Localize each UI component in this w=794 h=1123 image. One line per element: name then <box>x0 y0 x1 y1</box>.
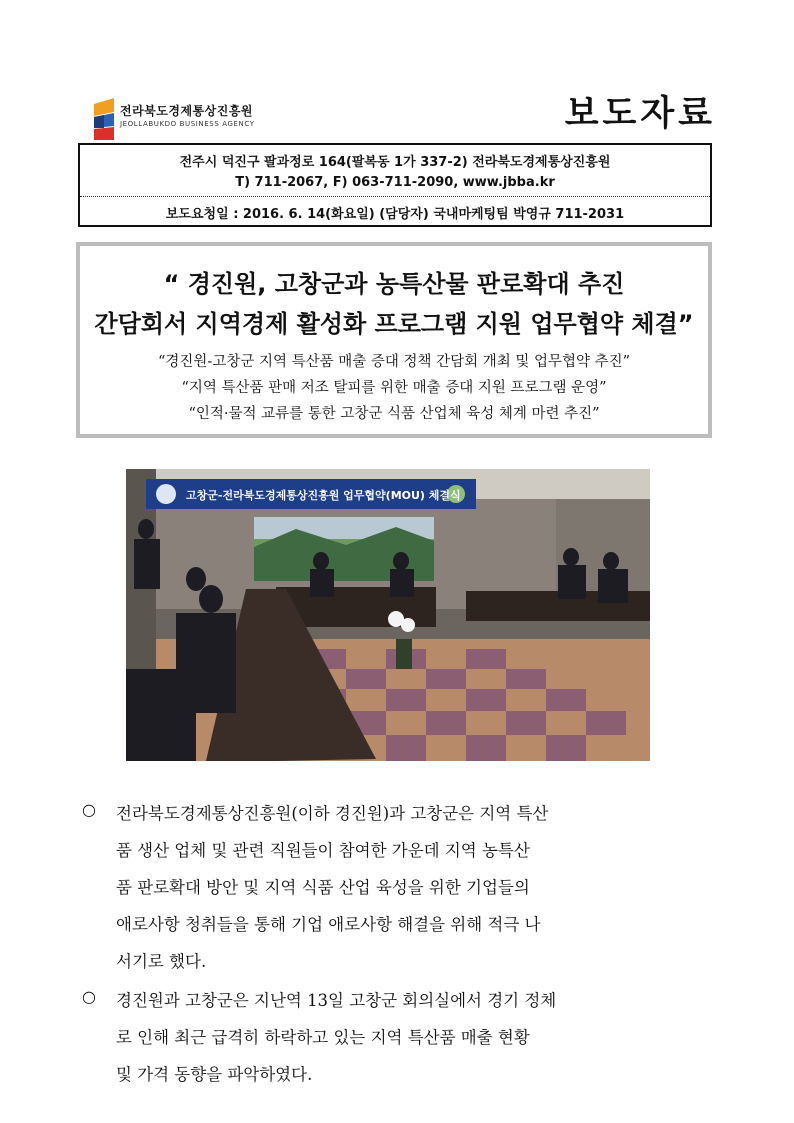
subheadline-2: “지역 특산품 판매 저조 탈피를 위한 매출 증대 지원 프로그램 운영” <box>181 380 607 396</box>
banner-text: 고창군-전라북도경제통상진흥원 업무협약(MOU) 체결식 <box>186 489 461 502</box>
address-line: 전주시 덕진구 팔과정로 164(팔복동 1가 337-2) 전라북도경제통상진흥원 <box>179 155 611 170</box>
org-name: 전라북도경제통상진흥원 <box>120 104 254 118</box>
org-name-en: JEOLLABUKDO BUSINESS AGENCY <box>120 120 255 128</box>
contact-info-box <box>78 143 712 227</box>
bullet-circle-icon: ○ <box>82 800 96 819</box>
paragraph-1-line: 애로사항 청취들을 통해 기업 애로사항 해결을 위해 적극 나 <box>116 915 541 934</box>
paragraph-1-line: 서기로 했다. <box>116 952 207 971</box>
document-type-title: 보도자료 <box>564 94 716 134</box>
agency-logo <box>92 98 292 140</box>
paragraph-1-line: 품 판로확대 방안 및 지역 식품 산업 육성을 위한 기업들의 <box>116 878 530 897</box>
headline-box <box>76 242 712 438</box>
phone-fax-web-line: T) 711-2067, F) 063-711-2090, www.jbba.kr <box>235 175 555 190</box>
paragraph-1-line: 전라북도경제통상진흥원(이하 경진원)과 고창군은 지역 특산 <box>116 804 549 823</box>
paragraph-2-line: 경진원과 고창군은 지난역 13일 고창군 회의실에서 경기 정체 <box>116 991 557 1010</box>
headline-line-2: 간담회서 지역경제 활성화 프로그램 지원 업무협약 체결” <box>94 310 694 338</box>
subheadline-1: “경진원-고창군 지역 특산품 매출 증대 정책 간담회 개최 및 업무협약 추진” <box>157 354 631 370</box>
info-divider <box>80 196 710 197</box>
meeting-photo-illustration <box>126 469 650 761</box>
paragraph-2-line: 로 인해 최근 급격히 하락하고 있는 지역 특산품 매출 현황 <box>116 1028 530 1047</box>
paragraph-2-line: 및 가격 동향을 파악하였다. <box>116 1065 313 1084</box>
meeting-photo <box>126 469 650 761</box>
headline-line-1: “ 경진원, 고창군과 농특산물 판로확대 추진 <box>163 270 625 298</box>
bullet-circle-icon: ○ <box>82 987 96 1006</box>
paragraph-1-line: 품 생산 업체 및 관련 직원들이 참여한 가운데 지역 농특산 <box>116 841 530 860</box>
request-date-contact-line: 보도요청일 : 2016. 6. 14(화요일) (담당자) 국내마케팅팀 박영규 711-2031 <box>165 207 625 222</box>
subheadline-3: “인적·물적 교류를 통한 고창군 식품 산업체 육성 체계 마련 추진” <box>188 406 600 422</box>
logo-mark-icon <box>92 98 116 140</box>
